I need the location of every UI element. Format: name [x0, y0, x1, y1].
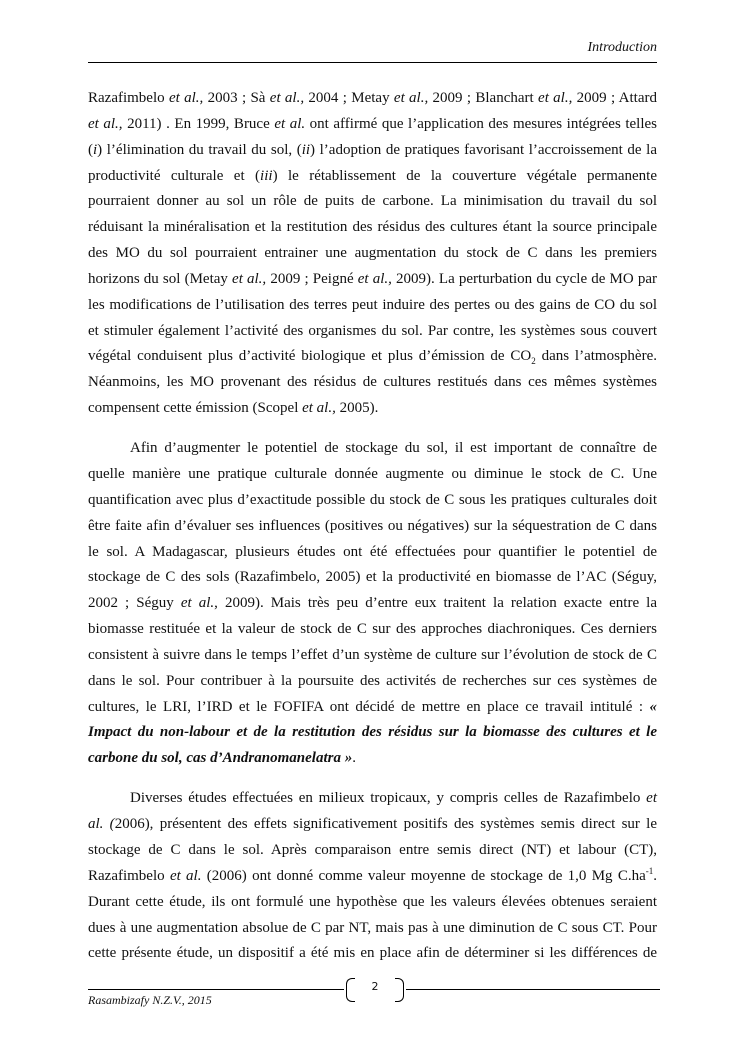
text-run: productivité culturale et (	[88, 167, 261, 184]
text-line	[88, 720, 657, 746]
text-line	[88, 890, 657, 916]
text-run: Razafimbelo	[88, 90, 169, 106]
footer-author: Rasambizafy N.Z.V., 2015	[88, 993, 212, 1007]
italic-run: et al.,	[393, 90, 429, 106]
text-run: consistent à suivre dans le temps l’effet d’un système de culture sur l’évolution de stock de C	[88, 646, 657, 663]
text-run: le sol. A Madagascar, plusieurs études ont été effectuées pour quantifier le potentiel de	[88, 543, 657, 560]
text-line	[88, 86, 657, 112]
paragraph	[88, 436, 657, 772]
text-run: 2009 ; Peigné	[266, 270, 358, 287]
bold-italic-run: «	[649, 698, 657, 715]
text-line	[88, 164, 657, 190]
text-run: ) l’adoption de pratiques favorisant l’accroissement de la	[310, 141, 657, 158]
running-header-section: Introduction	[587, 40, 657, 55]
text-run: stockage de C des sols (Razafimbelo, 2005) et la productivité en biomasse de l’AC (Séguy,	[88, 569, 657, 586]
text-line	[88, 514, 657, 540]
text-run: 2009 ; Attard	[572, 90, 657, 106]
text-line	[88, 941, 657, 967]
text-run: stockage de C dans le sol. Après comparaison entre semis direct (NT) et labour (CT),	[88, 842, 657, 858]
text-run: horizons du sol (Metay	[88, 270, 233, 287]
text-line	[88, 864, 657, 890]
page-number: 2	[371, 980, 379, 993]
text-run: .	[352, 750, 356, 767]
text-run: cette présente étude, un dispositif a été mis en place afin de déterminer si les différences de	[88, 945, 657, 962]
text-run: cultures, le LRI, l’IRD et le FOFIFA ont décidé de mettre en place ce travail intitulé :	[88, 698, 650, 715]
paragraph	[88, 86, 657, 422]
text-line	[88, 786, 657, 812]
italic-run: iii	[260, 167, 273, 184]
text-run: végétal conduisent plus d’activité biologique et plus d’émission de CO	[88, 348, 532, 365]
text-run: 2009). La perturbation du cycle de MO par	[391, 270, 658, 287]
paragraph	[88, 786, 657, 967]
text-run: biomasse restituée et la valeur de stock de C sur des approches diachroniques. Ces derniers	[88, 621, 657, 638]
subscript: 2	[531, 356, 536, 367]
italic-run: et	[646, 790, 657, 807]
italic-run: et al.,	[269, 90, 305, 106]
text-run: et stimuler également l’activité des organismes du sol. Par contre, les systèmes sous couvert	[88, 322, 657, 339]
italic-run: et al.	[180, 595, 215, 612]
text-run: .	[653, 867, 657, 884]
text-line	[88, 396, 657, 422]
text-run: 2005).	[335, 400, 379, 417]
text-run: des MO du sol pourraient entrainer une augmentation du stock de C dans les premiers	[88, 245, 657, 262]
text-run: 2006), présentent des effets significativement positifs des systèmes semis direct sur le	[114, 816, 657, 833]
text-run: réduisant la minéralisation et la restitution des résidus des cultures étant la source principale	[88, 219, 657, 236]
text-run: quantification avec plus d’exactitude possible du stock de C sous les pratiques culturales doit	[88, 491, 657, 508]
italic-run: et al.	[274, 115, 306, 132]
text-line	[88, 138, 657, 164]
text-line	[88, 370, 657, 396]
text-run: dans l’atmosphère.	[535, 348, 657, 365]
text-run: dans le sol. Pour contribuer à la poursuite des activités de recherches sur ces systèmes de	[88, 672, 657, 689]
text-run: pourraient donner au sol un rôle de puits de carbone. La minimisation du travail du sol	[88, 193, 657, 210]
text-run: 2004 ; Metay	[304, 90, 394, 106]
text-run: Durant cette étude, ils ont formulé une hypothèse que les valeurs élevées obtenues seraient	[88, 893, 657, 910]
italic-run: et al.,	[357, 270, 392, 287]
italic-run: et al.,	[168, 90, 204, 106]
text-run: dues à une augmentation absolue de C par NT, mais pas à une diminution de C sous CT. Pour	[88, 919, 657, 936]
header-rule	[88, 62, 657, 63]
text-line	[88, 189, 657, 215]
footer-rule-right	[406, 989, 660, 990]
text-run: , 2009). Mais très peu d’entre eux traitent la relation exacte entre la	[214, 595, 657, 612]
text-run: (	[88, 141, 93, 158]
bold-italic-run: »	[344, 750, 353, 767]
italic-run: al. (	[88, 816, 115, 833]
italic-run: et al.,	[538, 90, 573, 106]
text-line	[88, 488, 657, 514]
right-brace-icon	[395, 978, 404, 1002]
text-run: les modifications de l’utilisation des terres peut induire des pertes ou des gains de CO du sol	[88, 296, 657, 313]
text-line	[88, 812, 657, 838]
italic-run: et al.,	[302, 400, 336, 417]
text-line	[88, 215, 657, 241]
footer-rule-left	[88, 989, 344, 990]
superscript: -1	[645, 865, 654, 876]
page-number-box	[344, 976, 406, 1002]
text-run: quelle manière une pratique culturale donnée augmente ou diminue le stock de C. Une	[88, 466, 657, 482]
text-run: ) l’élimination du travail du sol, (	[97, 141, 302, 158]
text-line	[88, 267, 657, 293]
text-run: 2009 ; Blanchart	[428, 90, 539, 106]
text-line	[88, 746, 657, 772]
text-run: Néanmoins, les MO provenant des résidus de cultures restitués dans ces mêmes systèmes	[88, 374, 657, 391]
italic-run: et al.,	[232, 270, 267, 287]
text-line	[88, 436, 657, 462]
text-line	[88, 462, 657, 488]
text-run: Afin d’augmenter le potentiel de stockage du sol, il est important de connaître de	[130, 440, 657, 457]
text-line	[88, 540, 657, 566]
text-run: ) le rétablissement de la couverture végétale permanente	[272, 167, 658, 184]
text-run: Razafimbelo	[88, 867, 170, 884]
text-run: 2011) . En 1999, Bruce	[122, 115, 275, 132]
bold-italic-run: Impact du non-labour et de la restitution des résidus sur la biomasse des cultures et le	[88, 724, 657, 741]
text-run: 2002 ; Séguy	[88, 595, 181, 612]
italic-run: ii	[301, 141, 311, 158]
text-line	[88, 241, 657, 267]
text-line	[88, 838, 657, 864]
left-brace-icon	[346, 978, 355, 1002]
text-line	[88, 591, 657, 617]
italic-run: i	[93, 141, 98, 158]
document-body	[88, 86, 657, 981]
text-run: compensent cette émission (Scopel	[88, 400, 303, 417]
text-run: 2003 ; Sà	[203, 90, 270, 106]
text-line	[88, 643, 657, 669]
text-line	[88, 565, 657, 591]
bold-italic-run: carbone du sol, cas d’Andranomanelatra	[88, 750, 341, 767]
text-run: Diverses études effectuées en milieux tropicaux, y compris celles de Razafimbelo	[130, 790, 647, 807]
text-run: (2006) ont donné comme valeur moyenne de stockage de 1,0 Mg C.ha	[201, 867, 646, 884]
text-line	[88, 916, 657, 942]
italic-run: et al.	[169, 867, 202, 884]
text-line	[88, 617, 657, 643]
text-line	[88, 669, 657, 695]
text-line	[88, 344, 657, 370]
text-line	[88, 112, 657, 138]
text-line	[88, 695, 657, 721]
text-run: ont affirmé que l’application des mesures intégrées telles	[305, 115, 658, 132]
italic-run: et al.,	[88, 115, 123, 132]
text-run: être faite afin d’évaluer ses influences (positives ou négatives) sur la séquestration de C dans	[88, 517, 657, 534]
text-line	[88, 319, 657, 345]
text-line	[88, 293, 657, 319]
